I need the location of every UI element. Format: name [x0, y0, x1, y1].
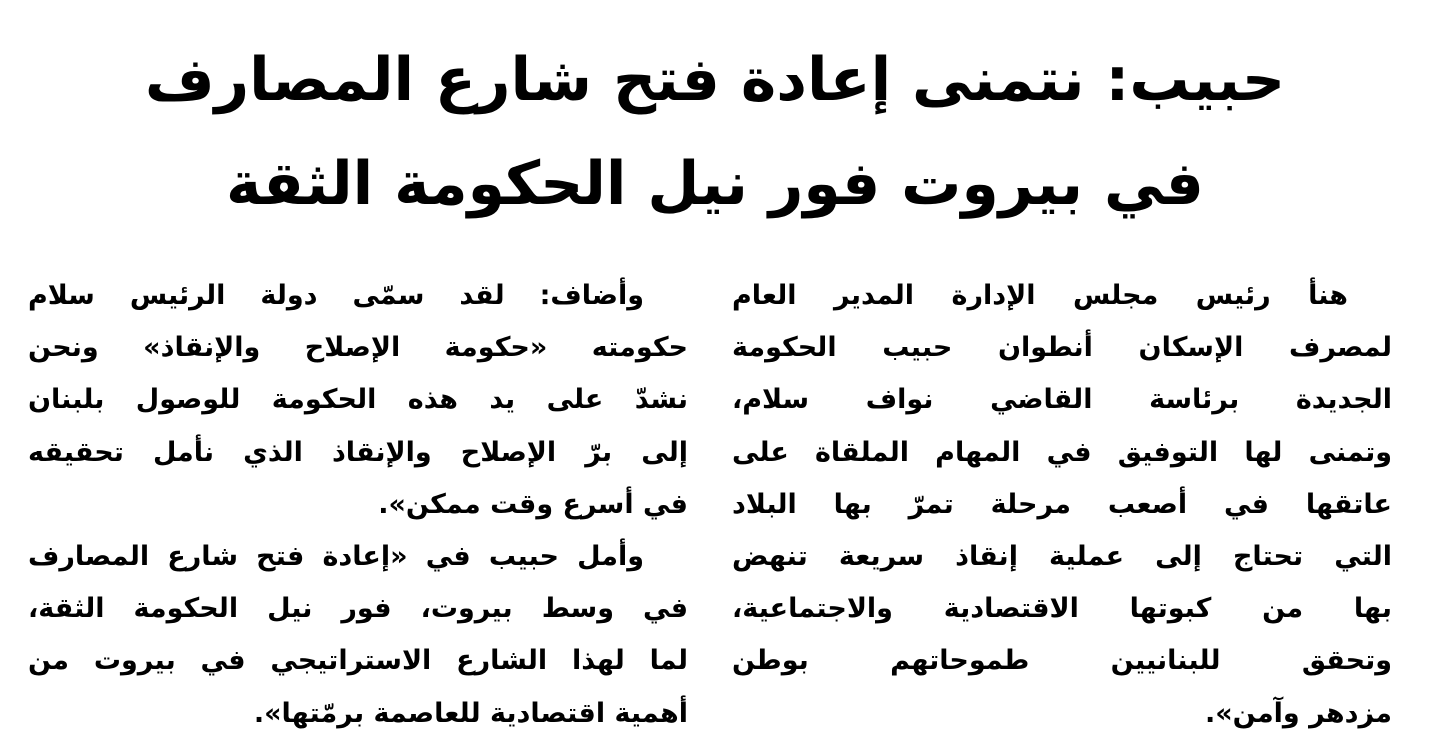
article-column-right: [732, 270, 1392, 740]
paragraph-line: في أسرع وقت ممكن».: [378, 488, 688, 520]
paragraph-line: نشدّ على يد هذه الحكومة للوصول بلبنان: [28, 384, 688, 416]
paragraph-line: أهمية اقتصادية للعاصمة برمّتها».: [253, 697, 688, 729]
paragraph-line: وأضاف: لقد سمّى دولة الرئيس سلام: [28, 280, 644, 311]
article-headline: [100, 28, 1330, 236]
headline-line-2: في بيروت فور نيل الحكومة الثقة: [226, 149, 1204, 219]
paragraph-line: التي تحتاج إلى عملية إنقاذ سريعة تنهض: [732, 541, 1392, 573]
paragraph-line: في وسط بيروت، فور نيل الحكومة الثقة،: [28, 593, 688, 625]
paragraph-line: هنأ رئيس مجلس الإدارة المدير العام: [732, 280, 1348, 311]
paragraph-line: إلى برّ الإصلاح والإنقاذ الذي نأمل تحقيقه: [28, 436, 688, 468]
paragraph-line: بها من كبوتها الاقتصادية والاجتماعية،: [732, 593, 1392, 625]
paragraph-line: عاتقها في أصعب مرحلة تمرّ بها البلاد: [732, 488, 1392, 520]
paragraph-line: وتمنى لها التوفيق في المهام الملقاة على: [732, 436, 1392, 468]
paragraph-line: الجديدة برئاسة القاضي نواف سلام،: [732, 384, 1392, 416]
headline-line-1: حبيب: نتمنى إعادة فتح شارع المصارف: [144, 45, 1286, 115]
paragraph-line: لمصرف الإسكان أنطوان حبيب الحكومة: [732, 332, 1392, 364]
paragraph-line: وأمل حبيب في «إعادة فتح شارع المصارف: [28, 541, 644, 573]
paragraph-line: لما لهذا الشارع الاستراتيجي في بيروت من: [28, 645, 688, 677]
paragraph-line: حكومته «حكومة الإصلاح والإنقاذ» ونحن: [28, 332, 688, 364]
paragraph-line: وتحقق للبنانيين طموحاتهم بوطن: [732, 645, 1392, 677]
article-column-left: [28, 270, 688, 740]
paragraph-line: مزدهر وآمن».: [1204, 697, 1392, 729]
